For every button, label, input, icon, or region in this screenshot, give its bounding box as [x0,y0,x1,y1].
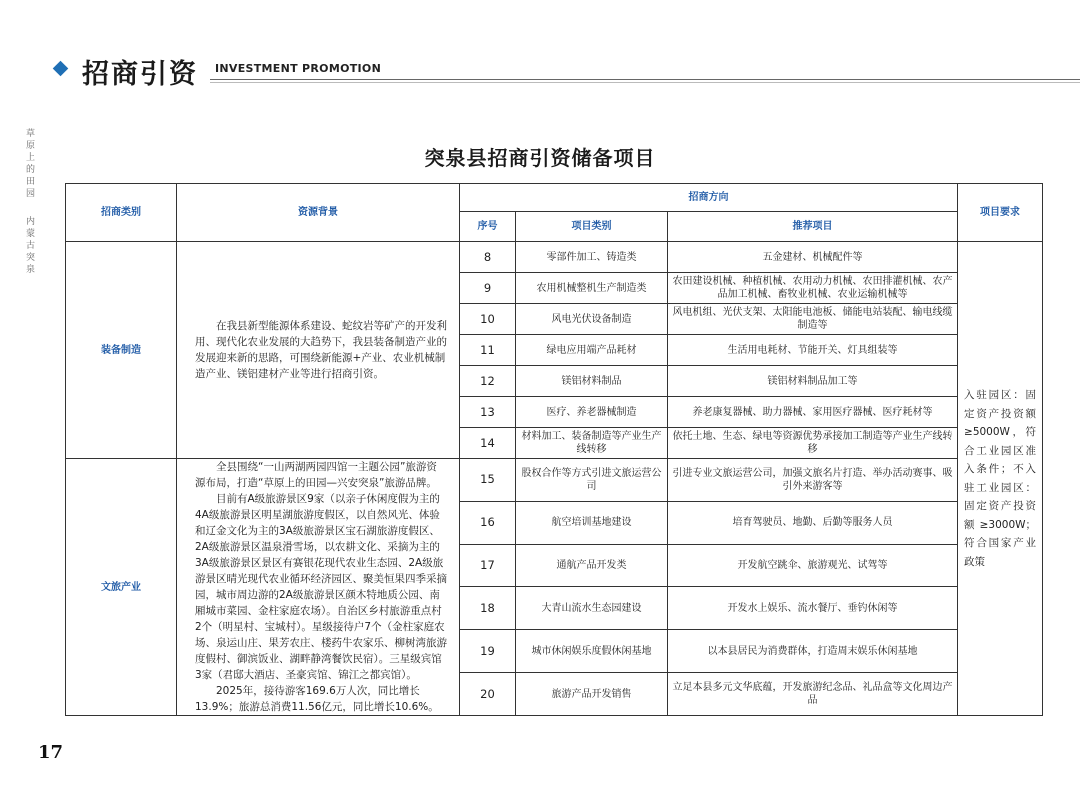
recommended-project: 引进专业文旅运营公司，加强文旅名片打造、举办活动赛事、吸引外来游客等 [668,459,958,502]
recommended-project: 开发水上娱乐、流水餐厅、垂钓休闲等 [668,587,958,630]
recommended-project: 培育驾驶员、地勤、后勤等服务人员 [668,501,958,544]
page-header [0,0,1080,100]
background-paragraph: 在我县新型能源体系建设、蛇纹岩等矿产的开发利用、现代化农业发展的大趋势下，我县装备制造产业的发展迎来新的思路，可围绕新能源+产业、农业机械制造产业、镁铝建材产业等进行招商引资。 [195,320,447,380]
project-type: 材料加工、装备制造等产业生产线转移 [516,428,668,459]
row-number: 17 [460,544,516,587]
recommended-project: 依托土地、生态、绿电等资源优势承接加工制造等产业生产线转移 [668,428,958,459]
project-type: 股权合作等方式引进文旅运营公司 [516,459,668,502]
project-type: 大青山流水生态园建设 [516,587,668,630]
header-background: 资源背景 [177,184,460,242]
side-slogan-2: 内蒙古突泉 [26,217,36,275]
row-number: 12 [460,366,516,397]
project-type: 通航产品开发类 [516,544,668,587]
background-cell [177,459,460,716]
recommended-project: 风电机组、光伏支架、太阳能电池板、储能电站装配、输电线缆制造等 [668,304,958,335]
project-type: 绿电应用端产品耗材 [516,335,668,366]
row-number: 11 [460,335,516,366]
project-type: 医疗、养老器械制造 [516,397,668,428]
row-number: 13 [460,397,516,428]
row-number: 9 [460,273,516,304]
header-recommended: 推荐项目 [668,212,958,242]
projects-table [65,183,1043,716]
header-requirements: 项目要求 [958,184,1043,242]
row-number: 14 [460,428,516,459]
page-number: 17 [38,742,64,763]
project-type: 镁铝材料制品 [516,366,668,397]
header-direction: 招商方向 [460,184,958,212]
background-paragraph: 目前有A级旅游景区9家（以亲子休闲度假为主的4A级旅游景区明星湖旅游度假区，以自然风光、体验和辽金文化为主的3A级旅游景区宝石湖旅游度假区、2A级旅游景区温泉滑雪场，以农耕文化、采摘为主的3A级旅游景区景区有赛银花现代农业生态园、2A级旅游景区晴光现代农业循环经济园区、聚美恒果四季采摘园，城市周边游的2A级旅游景区颜木特地质公园、南厢城市菜园、金柱家庭农场）。自治区乡村旅游重点村2个（明星村、宝城村）。星级接待户7个（金柱家庭农场、泉运山庄、果芳农庄、楼药牛农家乐、柳树湾旅游度假村、御滨饭业、湖畔静湾餐饮民宿）。三星级宾馆3家（君邸大酒店、圣豪宾馆、锦江之都宾馆）。 [195,493,447,681]
project-type: 风电光伏设备制造 [516,304,668,335]
category-cell: 装备制造 [66,242,177,459]
header-project-type: 项目类别 [516,212,668,242]
background-paragraph: 全县围绕“一山两湖两园四馆一主题公园”旅游资源布局，打造“草原上的田园—兴安突泉”旅游品牌。 [195,461,437,489]
recommended-project: 镁铝材料制品加工等 [668,366,958,397]
section-title: 招商引资 [82,59,198,90]
recommended-project: 生活用电耗材、节能开关、灯具组装等 [668,335,958,366]
background-paragraph: 2025年，接待游客169.6万人次，同比增长13.9%；旅游总消费11.56亿元，同比增长10.6%。 [195,685,439,713]
diamond-icon [53,61,69,77]
side-slogan-1: 草原上的田园 [26,129,36,199]
background-cell [177,242,460,459]
project-type: 旅游产品开发销售 [516,673,668,716]
project-type: 城市休闲娱乐度假休闲基地 [516,630,668,673]
header-category: 招商类别 [66,184,177,242]
table-row [66,242,1043,273]
project-type: 航空培训基地建设 [516,501,668,544]
table-row [66,459,1043,502]
project-type: 零部件加工、铸造类 [516,242,668,273]
category-cell: 文旅产业 [66,459,177,716]
recommended-project: 立足本县多元文华底蕴，开发旅游纪念品、礼品盒等文化周边产品 [668,673,958,716]
row-number: 20 [460,673,516,716]
recommended-project: 养老康复器械、助力器械、家用医疗器械、医疗耗材等 [668,397,958,428]
header-number: 序号 [460,212,516,242]
recommended-project: 开发航空跳伞、旅游观光、试驾等 [668,544,958,587]
row-number: 18 [460,587,516,630]
recommended-project: 农田建设机械、种植机械、农用动力机械、农田排灌机械、农产品加工机械、畜牧业机械、农业运输机械等 [668,273,958,304]
header-divider-thin [210,82,1080,83]
section-subtitle: INVESTMENT PROMOTION [215,62,382,75]
project-type: 农用机械整机生产制造类 [516,273,668,304]
header-divider [210,79,1080,80]
row-number: 8 [460,242,516,273]
document-title: 突泉县招商引资储备项目 [424,146,656,170]
recommended-project: 以本县居民为消费群体，打造周末娱乐休闲基地 [668,630,958,673]
recommended-project: 五金建材、机械配件等 [668,242,958,273]
row-number: 10 [460,304,516,335]
row-number: 19 [460,630,516,673]
requirements-cell: 入驻园区：固定资产投资额≥5000W，符合工业园区准入条件；不入驻工业园区：固定资产投资额≥3000W；符合国家产业政策 [958,242,1043,716]
row-number: 15 [460,459,516,502]
row-number: 16 [460,501,516,544]
